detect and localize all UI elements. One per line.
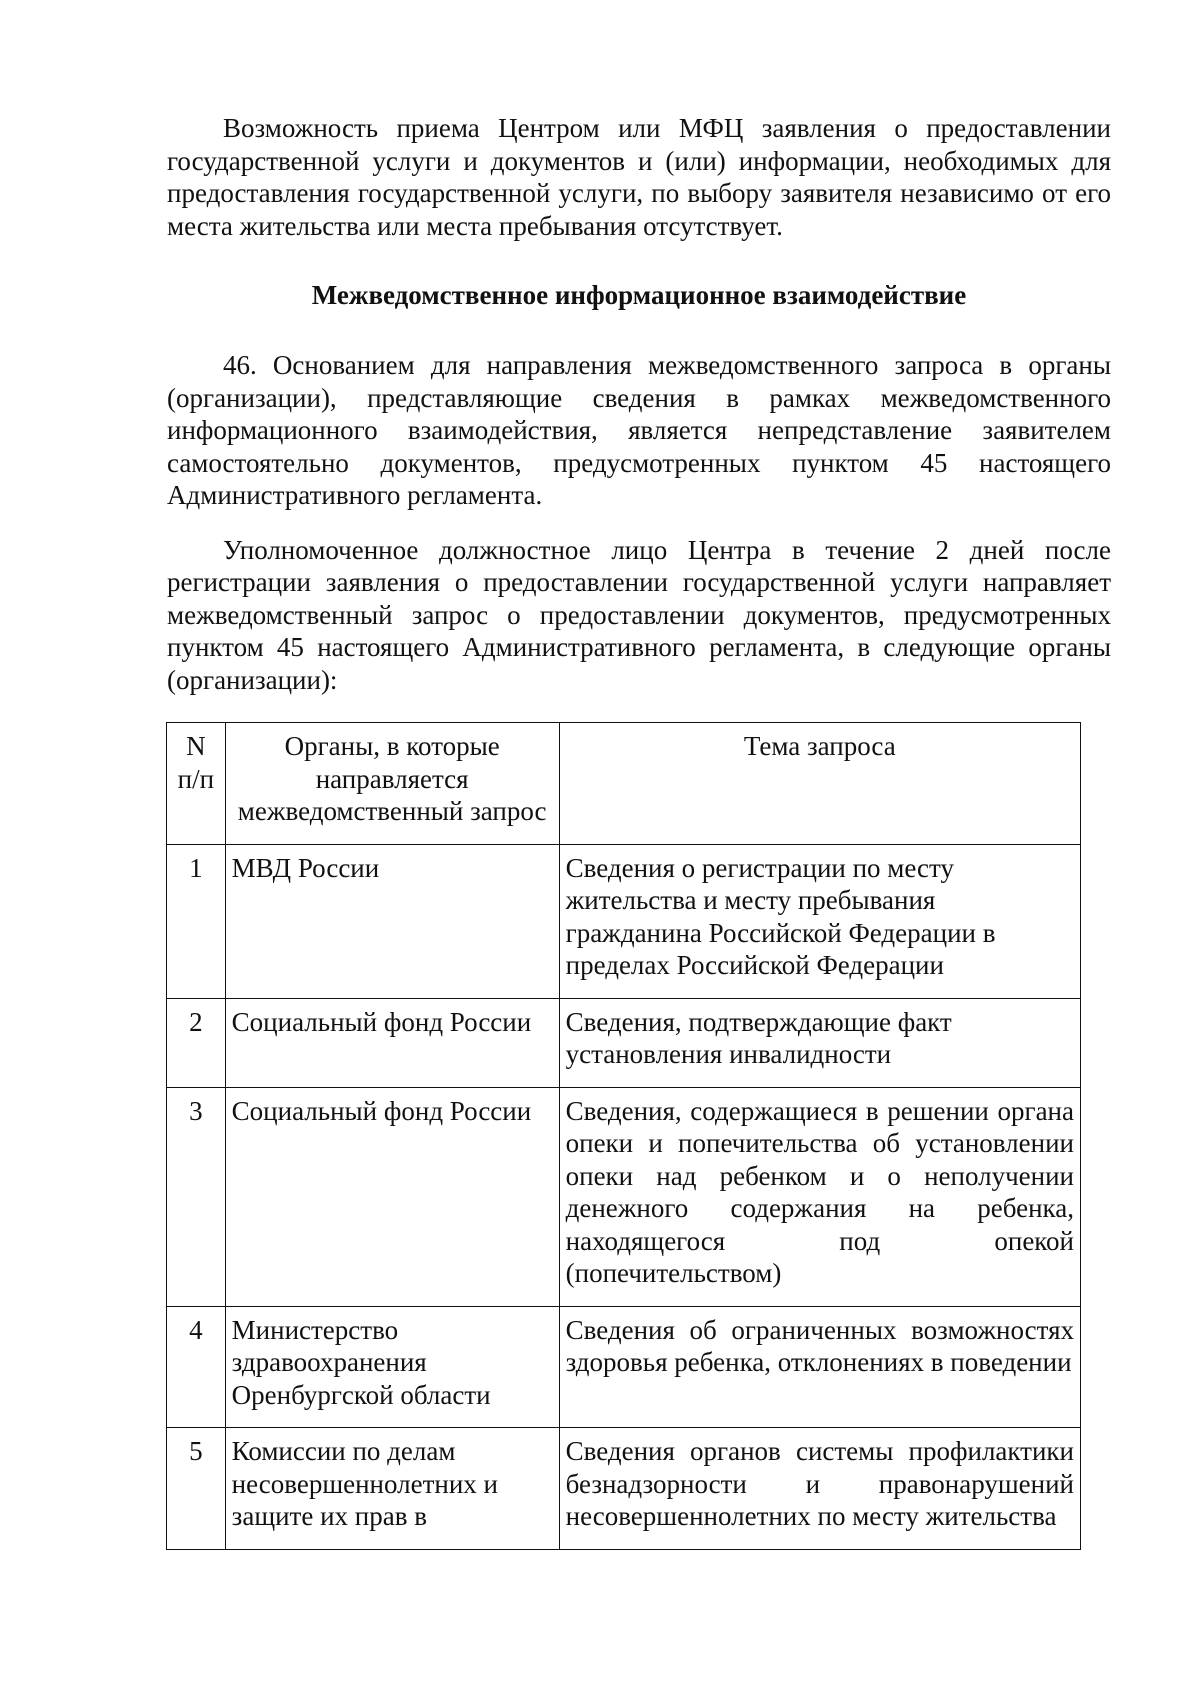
row-topic: Сведения, подтверждающие факт установления инвалидности [559,998,1080,1087]
interagency-requests-table [166,722,1081,1550]
row-topic: Сведения о регистрации по месту жительства и месту пребывания гражданина Российской Федерации в пределах Российской Федерации [559,844,1080,998]
header-number: N п/п [167,723,226,845]
header-topic: Тема запроса [559,723,1080,845]
row-number: 2 [167,998,226,1087]
row-organ: Министерство здравоохранения Оренбургской области [225,1306,559,1428]
table-row [167,1087,1081,1306]
row-organ: Социальный фонд России [225,1087,559,1306]
table-row [167,998,1081,1087]
paragraph-46: 46. Основанием для направления межведомственного запроса в органы (организации), представляющие сведения в рамках межведомственного информационного взаимодействия, является непредставление заявителем самостоятельно документов, предусмотренных пунктом 45 настоящего Административного регламента. [167,350,1111,510]
section-heading: Межведомственное информационное взаимодействие [311,280,967,310]
table-row [167,1428,1081,1550]
paragraph-official: Уполномоченное должностное лицо Центра в течение 2 дней после регистрации заявления о предоставлении государственной услуги направляет межведомственный запрос о предоставлении документов, предусмотренных пунктом 45 настоящего Административного регламента, в следующие органы (организации): [167,534,1111,695]
row-topic: Сведения органов системы профилактики безнадзорности и правонарушений несовершеннолетних по месту жительства [559,1428,1080,1550]
row-topic: Сведения об ограниченных возможностях здоровья ребенка, отклонениях в поведении [559,1306,1080,1428]
row-organ: Социальный фонд России [225,998,559,1087]
row-organ: Комиссии по делам несовершеннолетних и защите их прав в [225,1428,559,1550]
header-organ: Органы, в которые направляется межведомственный запрос [225,723,559,845]
table-row [167,1306,1081,1428]
row-number: 1 [167,844,226,998]
row-number: 3 [167,1087,226,1306]
row-number: 4 [167,1306,226,1428]
table-header-row [167,723,1081,845]
row-number: 5 [167,1428,226,1550]
document-body [167,112,1111,696]
intro-paragraph: Возможность приема Центром или МФЦ заявления о предоставлении государственной услуги и документов и (или) информации, необходимых для предоставления государственной услуги, по выбору заявителя независимо от его места жительства или места пребывания отсутствует. [167,113,1111,241]
row-organ: МВД России [225,844,559,998]
row-topic: Сведения, содержащиеся в решении органа опеки и попечительства об установлении опеки над ребенком и о неполучении денежного содержания на ребенка, находящегося под опекой (попечительством) [559,1087,1080,1306]
table-row [167,844,1081,998]
